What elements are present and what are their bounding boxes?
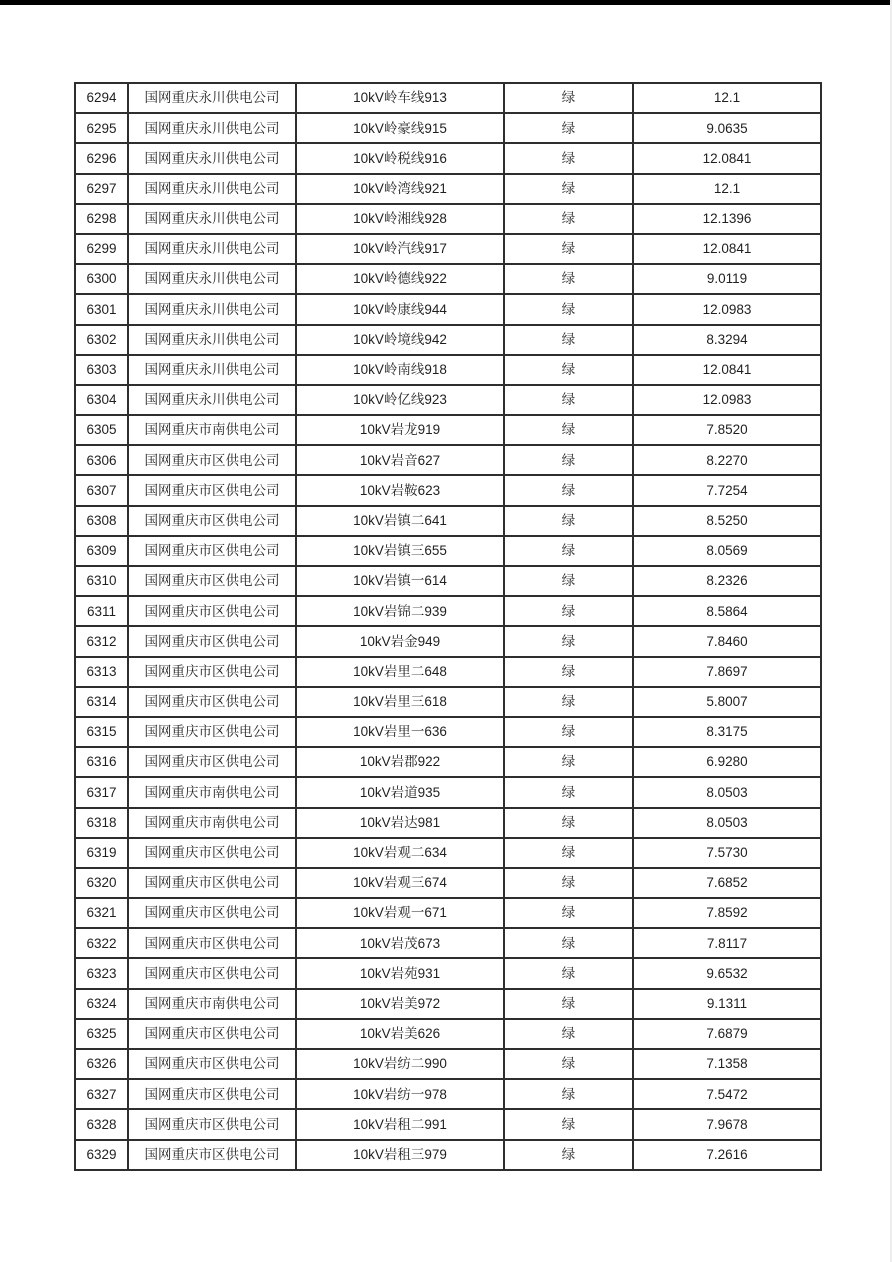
row-number-cell: 6297 (75, 174, 128, 204)
status-cell: 绿 (504, 174, 633, 204)
status-cell: 绿 (504, 838, 633, 868)
company-cell: 国网重庆市区供电公司 (128, 657, 296, 687)
table-row (75, 626, 821, 656)
status-cell: 绿 (504, 566, 633, 596)
value-cell: 8.3175 (633, 717, 821, 747)
value-cell: 6.9280 (633, 747, 821, 777)
row-number-cell: 6298 (75, 204, 128, 234)
table-row (75, 657, 821, 687)
value-cell: 9.0635 (633, 113, 821, 143)
value-cell: 7.8697 (633, 657, 821, 687)
line-name-cell: 10kV岭德线922 (296, 264, 504, 294)
line-name-cell: 10kV岩里二648 (296, 657, 504, 687)
table-row (75, 143, 821, 173)
line-name-cell: 10kV岩音627 (296, 445, 504, 475)
company-cell: 国网重庆市区供电公司 (128, 1019, 296, 1049)
power-line-table (74, 82, 822, 1171)
row-number-cell: 6304 (75, 385, 128, 415)
row-number-cell: 6294 (75, 83, 128, 113)
company-cell: 国网重庆市区供电公司 (128, 1049, 296, 1079)
line-name-cell: 10kV岩观二634 (296, 838, 504, 868)
company-cell: 国网重庆永川供电公司 (128, 113, 296, 143)
line-name-cell: 10kV岭豪线915 (296, 113, 504, 143)
line-name-cell: 10kV岭湘线928 (296, 204, 504, 234)
line-name-cell: 10kV岩龙919 (296, 415, 504, 445)
company-cell: 国网重庆市区供电公司 (128, 928, 296, 958)
line-name-cell: 10kV岩美972 (296, 989, 504, 1019)
line-name-cell: 10kV岩镇一614 (296, 566, 504, 596)
row-number-cell: 6316 (75, 747, 128, 777)
value-cell: 7.6879 (633, 1019, 821, 1049)
value-cell: 9.0119 (633, 264, 821, 294)
table-row (75, 1140, 821, 1170)
table-row (75, 747, 821, 777)
status-cell: 绿 (504, 717, 633, 747)
value-cell: 7.8460 (633, 626, 821, 656)
line-name-cell: 10kV岭汽线917 (296, 234, 504, 264)
line-name-cell: 10kV岩苑931 (296, 958, 504, 988)
status-cell: 绿 (504, 113, 633, 143)
status-cell: 绿 (504, 777, 633, 807)
row-number-cell: 6329 (75, 1140, 128, 1170)
status-cell: 绿 (504, 445, 633, 475)
status-cell: 绿 (504, 385, 633, 415)
company-cell: 国网重庆市南供电公司 (128, 808, 296, 838)
line-name-cell: 10kV岩茂673 (296, 928, 504, 958)
table-row (75, 777, 821, 807)
line-name-cell: 10kV岩金949 (296, 626, 504, 656)
table-row (75, 536, 821, 566)
value-cell: 7.8117 (633, 928, 821, 958)
company-cell: 国网重庆永川供电公司 (128, 83, 296, 113)
table-row (75, 838, 821, 868)
status-cell: 绿 (504, 898, 633, 928)
value-cell: 12.0841 (633, 234, 821, 264)
row-number-cell: 6299 (75, 234, 128, 264)
status-cell: 绿 (504, 506, 633, 536)
company-cell: 国网重庆永川供电公司 (128, 143, 296, 173)
company-cell: 国网重庆市区供电公司 (128, 475, 296, 505)
company-cell: 国网重庆市南供电公司 (128, 777, 296, 807)
company-cell: 国网重庆市区供电公司 (128, 687, 296, 717)
row-number-cell: 6306 (75, 445, 128, 475)
row-number-cell: 6308 (75, 506, 128, 536)
value-cell: 7.1358 (633, 1049, 821, 1079)
status-cell: 绿 (504, 536, 633, 566)
company-cell: 国网重庆市区供电公司 (128, 596, 296, 626)
table-row (75, 113, 821, 143)
company-cell: 国网重庆市区供电公司 (128, 566, 296, 596)
company-cell: 国网重庆永川供电公司 (128, 325, 296, 355)
row-number-cell: 6295 (75, 113, 128, 143)
top-border-bar (0, 0, 892, 5)
row-number-cell: 6305 (75, 415, 128, 445)
row-number-cell: 6302 (75, 325, 128, 355)
value-cell: 8.3294 (633, 325, 821, 355)
status-cell: 绿 (504, 1109, 633, 1139)
table-body (75, 83, 821, 1170)
row-number-cell: 6301 (75, 294, 128, 324)
value-cell: 12.0983 (633, 294, 821, 324)
status-cell: 绿 (504, 204, 633, 234)
value-cell: 8.2270 (633, 445, 821, 475)
line-name-cell: 10kV岩达981 (296, 808, 504, 838)
value-cell: 12.0983 (633, 385, 821, 415)
status-cell: 绿 (504, 415, 633, 445)
value-cell: 7.8592 (633, 898, 821, 928)
value-cell: 7.7254 (633, 475, 821, 505)
company-cell: 国网重庆市区供电公司 (128, 898, 296, 928)
row-number-cell: 6322 (75, 928, 128, 958)
value-cell: 7.8520 (633, 415, 821, 445)
status-cell: 绿 (504, 264, 633, 294)
company-cell: 国网重庆市区供电公司 (128, 1140, 296, 1170)
company-cell: 国网重庆市区供电公司 (128, 445, 296, 475)
table-row (75, 174, 821, 204)
row-number-cell: 6326 (75, 1049, 128, 1079)
value-cell: 12.0841 (633, 143, 821, 173)
table-row (75, 325, 821, 355)
company-cell: 国网重庆永川供电公司 (128, 355, 296, 385)
value-cell: 8.0503 (633, 808, 821, 838)
table-row (75, 898, 821, 928)
table-row (75, 1019, 821, 1049)
status-cell: 绿 (504, 687, 633, 717)
company-cell: 国网重庆市区供电公司 (128, 958, 296, 988)
row-number-cell: 6317 (75, 777, 128, 807)
row-number-cell: 6303 (75, 355, 128, 385)
table-row (75, 506, 821, 536)
row-number-cell: 6310 (75, 566, 128, 596)
line-name-cell: 10kV岭境线942 (296, 325, 504, 355)
line-name-cell: 10kV岭车线913 (296, 83, 504, 113)
table-row (75, 808, 821, 838)
company-cell: 国网重庆市区供电公司 (128, 868, 296, 898)
value-cell: 8.5864 (633, 596, 821, 626)
row-number-cell: 6313 (75, 657, 128, 687)
company-cell: 国网重庆市区供电公司 (128, 626, 296, 656)
row-number-cell: 6318 (75, 808, 128, 838)
company-cell: 国网重庆永川供电公司 (128, 264, 296, 294)
status-cell: 绿 (504, 657, 633, 687)
status-cell: 绿 (504, 1079, 633, 1109)
line-name-cell: 10kV岩里一636 (296, 717, 504, 747)
value-cell: 12.0841 (633, 355, 821, 385)
line-name-cell: 10kV岩租二991 (296, 1109, 504, 1139)
status-cell: 绿 (504, 234, 633, 264)
row-number-cell: 6327 (75, 1079, 128, 1109)
value-cell: 7.9678 (633, 1109, 821, 1139)
table-row (75, 204, 821, 234)
row-number-cell: 6323 (75, 958, 128, 988)
value-cell: 8.2326 (633, 566, 821, 596)
company-cell: 国网重庆永川供电公司 (128, 294, 296, 324)
status-cell: 绿 (504, 596, 633, 626)
table-row (75, 1049, 821, 1079)
status-cell: 绿 (504, 626, 633, 656)
status-cell: 绿 (504, 868, 633, 898)
line-name-cell: 10kV岭税线916 (296, 143, 504, 173)
table-row (75, 1109, 821, 1139)
company-cell: 国网重庆永川供电公司 (128, 174, 296, 204)
row-number-cell: 6328 (75, 1109, 128, 1139)
status-cell: 绿 (504, 747, 633, 777)
value-cell: 8.0503 (633, 777, 821, 807)
row-number-cell: 6309 (75, 536, 128, 566)
row-number-cell: 6321 (75, 898, 128, 928)
value-cell: 12.1396 (633, 204, 821, 234)
status-cell: 绿 (504, 958, 633, 988)
status-cell: 绿 (504, 143, 633, 173)
table-row (75, 989, 821, 1019)
row-number-cell: 6319 (75, 838, 128, 868)
line-name-cell: 10kV岭湾线921 (296, 174, 504, 204)
row-number-cell: 6314 (75, 687, 128, 717)
line-name-cell: 10kV岩郡922 (296, 747, 504, 777)
line-name-cell: 10kV岩纺一978 (296, 1079, 504, 1109)
table-row (75, 596, 821, 626)
company-cell: 国网重庆永川供电公司 (128, 385, 296, 415)
company-cell: 国网重庆市区供电公司 (128, 1109, 296, 1139)
table-row (75, 868, 821, 898)
table-row (75, 445, 821, 475)
value-cell: 5.8007 (633, 687, 821, 717)
table-row (75, 234, 821, 264)
value-cell: 9.1311 (633, 989, 821, 1019)
row-number-cell: 6312 (75, 626, 128, 656)
table-row (75, 566, 821, 596)
value-cell: 12.1 (633, 83, 821, 113)
value-cell: 7.5730 (633, 838, 821, 868)
company-cell: 国网重庆市区供电公司 (128, 717, 296, 747)
table-row (75, 928, 821, 958)
line-name-cell: 10kV岩美626 (296, 1019, 504, 1049)
table-row (75, 355, 821, 385)
table-row (75, 717, 821, 747)
status-cell: 绿 (504, 325, 633, 355)
status-cell: 绿 (504, 1140, 633, 1170)
company-cell: 国网重庆永川供电公司 (128, 234, 296, 264)
table-row (75, 475, 821, 505)
table-row (75, 264, 821, 294)
line-name-cell: 10kV岩租三979 (296, 1140, 504, 1170)
table-row (75, 415, 821, 445)
value-cell: 9.6532 (633, 958, 821, 988)
row-number-cell: 6296 (75, 143, 128, 173)
company-cell: 国网重庆市区供电公司 (128, 838, 296, 868)
line-name-cell: 10kV岭亿线923 (296, 385, 504, 415)
line-name-cell: 10kV岭南线918 (296, 355, 504, 385)
company-cell: 国网重庆永川供电公司 (128, 204, 296, 234)
row-number-cell: 6300 (75, 264, 128, 294)
status-cell: 绿 (504, 83, 633, 113)
table-row (75, 294, 821, 324)
value-cell: 8.5250 (633, 506, 821, 536)
table-row (75, 385, 821, 415)
status-cell: 绿 (504, 355, 633, 385)
line-name-cell: 10kV岭康线944 (296, 294, 504, 324)
value-cell: 12.1 (633, 174, 821, 204)
line-name-cell: 10kV岩鞍623 (296, 475, 504, 505)
status-cell: 绿 (504, 294, 633, 324)
company-cell: 国网重庆市南供电公司 (128, 989, 296, 1019)
line-name-cell: 10kV岩纺二990 (296, 1049, 504, 1079)
status-cell: 绿 (504, 475, 633, 505)
line-name-cell: 10kV岩里三618 (296, 687, 504, 717)
value-cell: 7.6852 (633, 868, 821, 898)
row-number-cell: 6325 (75, 1019, 128, 1049)
row-number-cell: 6311 (75, 596, 128, 626)
company-cell: 国网重庆市区供电公司 (128, 1079, 296, 1109)
line-name-cell: 10kV岩镇二641 (296, 506, 504, 536)
table-row (75, 687, 821, 717)
status-cell: 绿 (504, 989, 633, 1019)
company-cell: 国网重庆市南供电公司 (128, 415, 296, 445)
status-cell: 绿 (504, 1019, 633, 1049)
company-cell: 国网重庆市区供电公司 (128, 747, 296, 777)
line-name-cell: 10kV岩道935 (296, 777, 504, 807)
value-cell: 7.2616 (633, 1140, 821, 1170)
value-cell: 8.0569 (633, 536, 821, 566)
company-cell: 国网重庆市区供电公司 (128, 536, 296, 566)
value-cell: 7.5472 (633, 1079, 821, 1109)
row-number-cell: 6307 (75, 475, 128, 505)
row-number-cell: 6324 (75, 989, 128, 1019)
line-name-cell: 10kV岩观一671 (296, 898, 504, 928)
row-number-cell: 6320 (75, 868, 128, 898)
row-number-cell: 6315 (75, 717, 128, 747)
status-cell: 绿 (504, 1049, 633, 1079)
line-name-cell: 10kV岩锦二939 (296, 596, 504, 626)
company-cell: 国网重庆市区供电公司 (128, 506, 296, 536)
line-name-cell: 10kV岩镇三655 (296, 536, 504, 566)
table-row (75, 958, 821, 988)
table-row (75, 1079, 821, 1109)
status-cell: 绿 (504, 928, 633, 958)
table-row (75, 83, 821, 113)
status-cell: 绿 (504, 808, 633, 838)
line-name-cell: 10kV岩观三674 (296, 868, 504, 898)
